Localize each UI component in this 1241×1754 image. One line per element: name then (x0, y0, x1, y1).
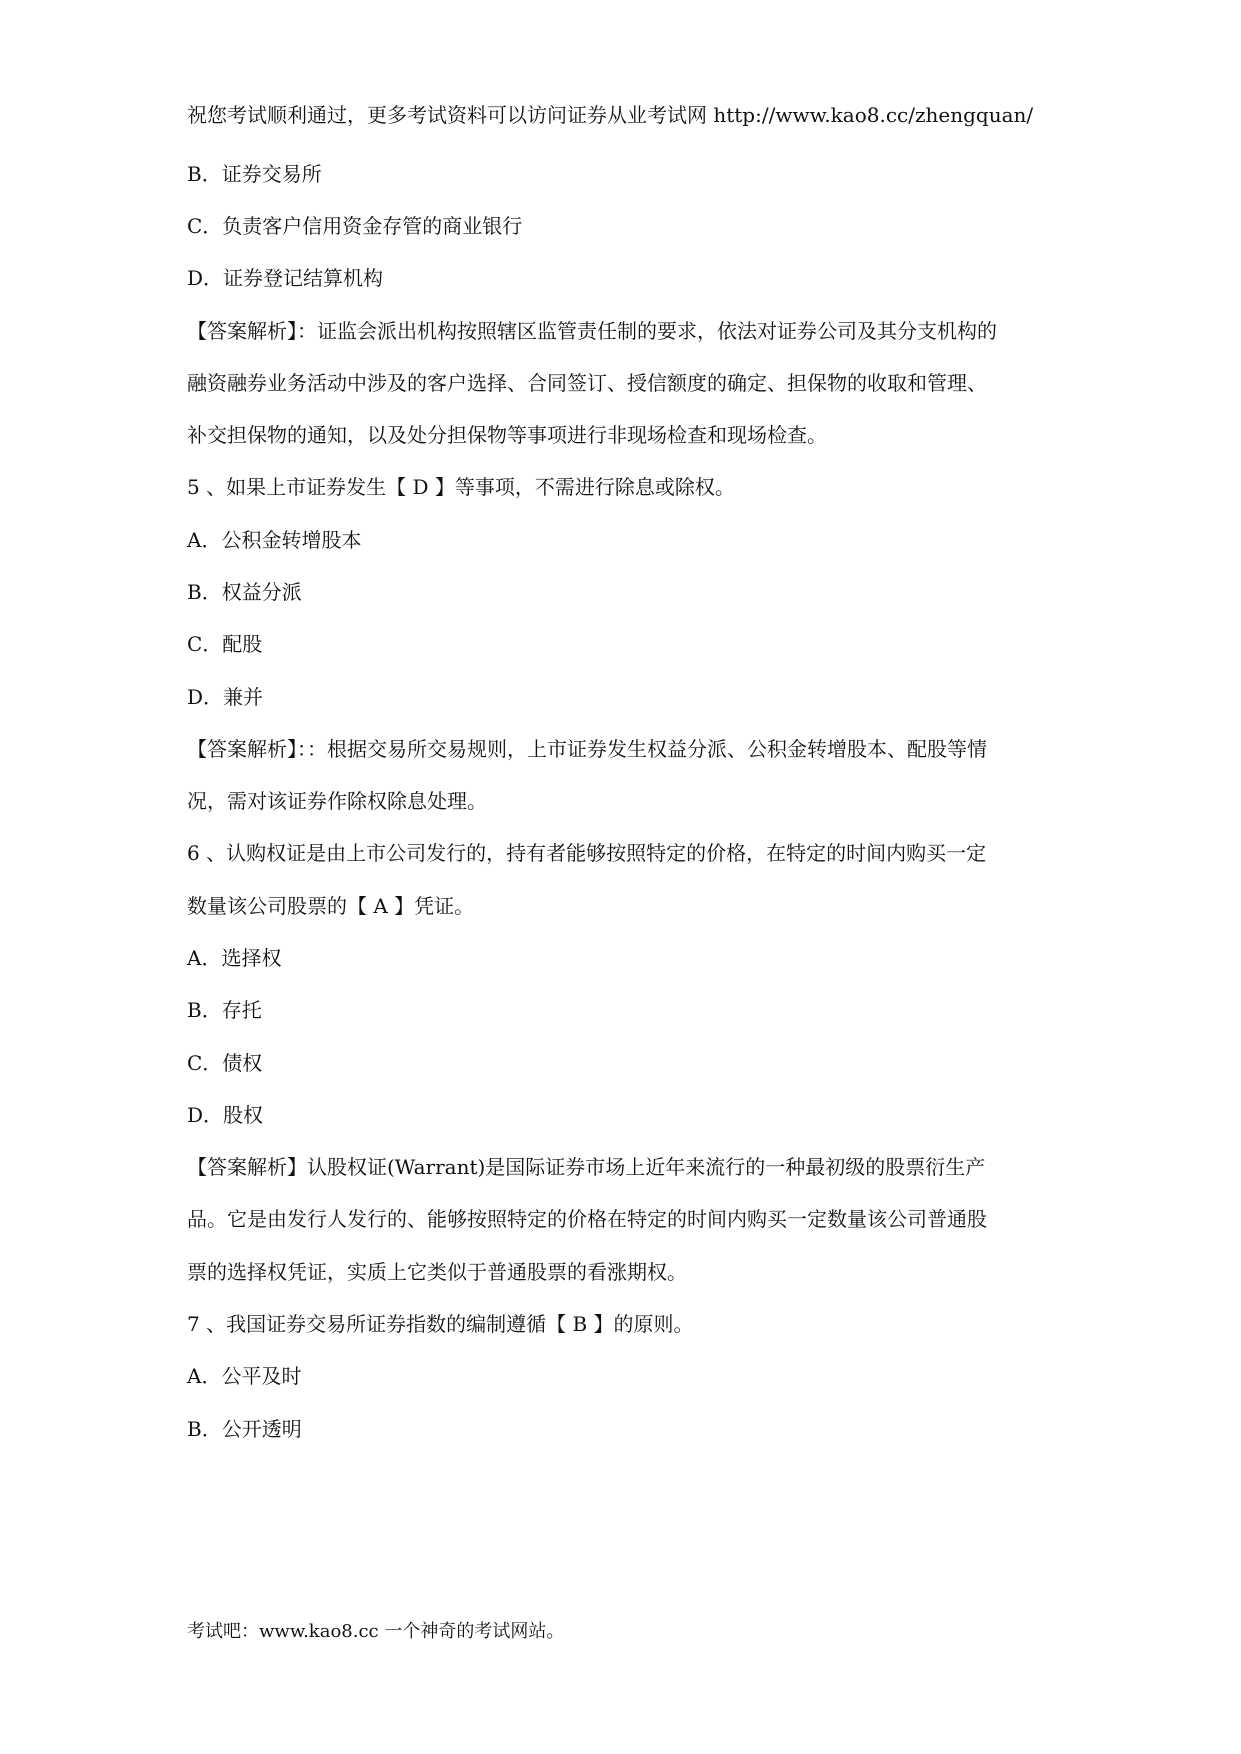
question-7: 7 、我国证券交易所证券指数的编制遵循【 B 】的原则。 (187, 1312, 694, 1336)
question-6-continued: 数量该公司股票的【 A 】凭证。 (187, 894, 475, 918)
answer-explanation-line: 票的选择权凭证，实质上它类似于普通股票的看涨期权。 (187, 1260, 687, 1284)
option-a: A．公平及时 (187, 1364, 302, 1388)
option-d: D．股权 (187, 1103, 264, 1127)
option-b: B．权益分派 (187, 580, 302, 604)
option-a: A．公积金转增股本 (187, 528, 362, 552)
answer-explanation-line: 况，需对该证券作除权除息处理。 (187, 789, 487, 813)
answer-explanation-line: 品。它是由发行人发行的、能够按照特定的价格在特定的时间内购买一定数量该公司普通股 (187, 1207, 987, 1231)
option-a: A．选择权 (187, 946, 282, 970)
option-c-commercial-bank: C．负责客户信用资金存管的商业银行 (187, 214, 523, 238)
answer-explanation-line: 【答案解析】认股权证(Warrant)是国际证券市场上近年来流行的一种最初级的股票衍生产 (187, 1155, 986, 1179)
option-c: C．配股 (187, 632, 263, 656)
answer-explanation-line: 补交担保物的通知，以及处分担保物等事项进行非现场检查和现场检查。 (187, 423, 827, 447)
option-b-exchange: B．证券交易所 (187, 162, 322, 186)
footer-text: 考试吧：www.kao8.cc 一个神奇的考试网站。 (187, 1621, 565, 1642)
option-c: C．债权 (187, 1051, 263, 1075)
option-d-registration-clearing: D．证券登记结算机构 (187, 266, 384, 290)
answer-explanation-line: 【答案解析】：证监会派出机构按照辖区监管责任制的要求，依法对证券公司及其分支机构的 (187, 319, 997, 343)
answer-explanation-line: 【答案解析】：：根据交易所交易规则，上市证券发生权益分派、公积金转增股本、配股等情 (187, 737, 987, 761)
option-b: B．存托 (187, 998, 262, 1022)
question-5: 5 、如果上市证券发生【 D 】等事项，不需进行除息或除权。 (187, 475, 735, 499)
option-b: B．公开透明 (187, 1417, 302, 1441)
question-6: 6 、认购权证是由上市公司发行的，持有者能够按照特定的价格，在特定的时间内购买一定 (187, 841, 987, 865)
option-d: D．兼并 (187, 685, 264, 709)
header-text: 祝您考试顺利通过，更多考试资料可以访问证券从业考试网 http://www.kao8.cc/zhengquan/ (187, 103, 1034, 127)
answer-explanation-line: 融资融券业务活动中涉及的客户选择、合同签订、授信额度的确定、担保物的收取和管理、 (187, 371, 987, 395)
